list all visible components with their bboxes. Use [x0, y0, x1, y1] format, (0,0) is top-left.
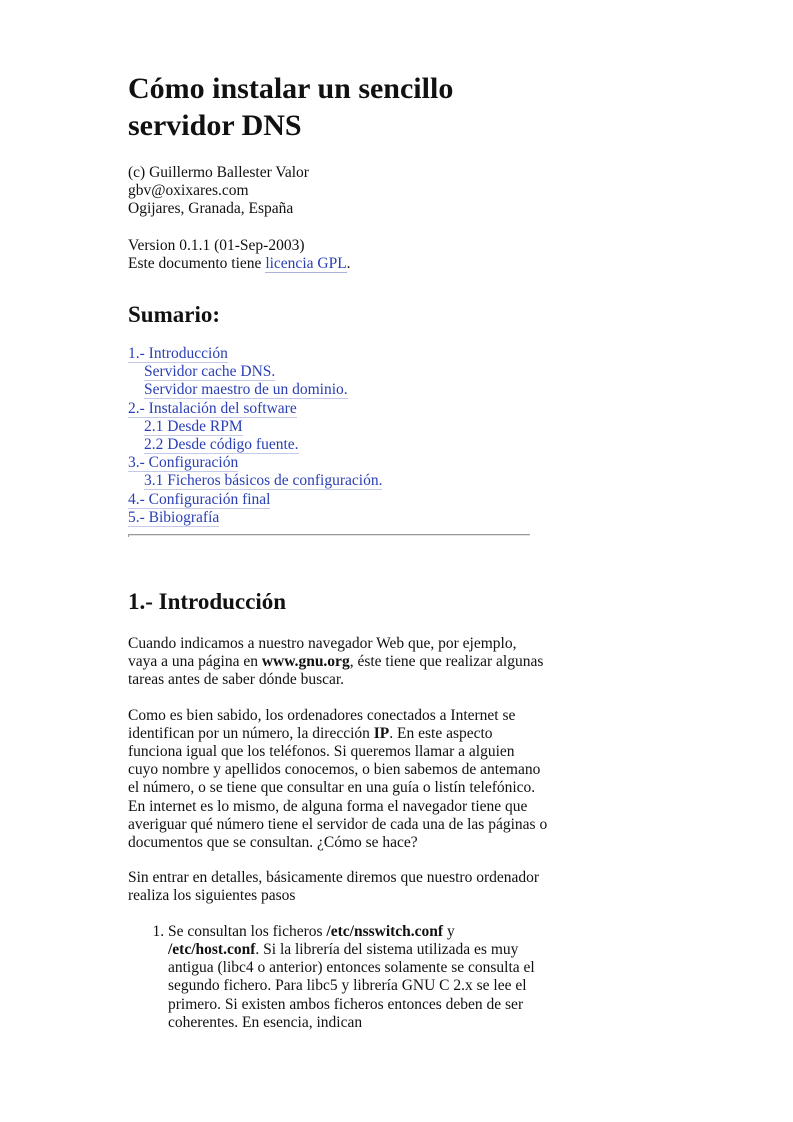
- toc-link[interactable]: 1.- Introducción: [128, 345, 228, 363]
- steps-list: [128, 923, 548, 1032]
- intro-heading: 1.- Introducción: [128, 589, 287, 615]
- toc-item-maestro: [128, 381, 548, 399]
- p1-text-c: , éste tiene que realizar algunas tareas antes de saber dónde buscar.: [128, 653, 544, 689]
- toc-item-configuracion: [128, 454, 548, 472]
- toc-item-fuente: [128, 436, 548, 454]
- license-suffix: .: [346, 254, 351, 272]
- license-line: [128, 255, 548, 273]
- step1-bold-nsswitch: /etc/nsswitch.conf: [326, 922, 444, 940]
- p2-bold-ip: IP: [373, 724, 390, 742]
- toc-item-cache: [128, 363, 548, 381]
- p2-text-c: . En este aspecto funciona igual que los teléfonos. Si queremos llamar a alguien cuyo nombre y apellidos conocemos, o bien sabemos de antemano el número, o se tiene que consultar en una guía o listín telefónico. En internet es lo mismo, de alguna forma el navegador tiene que averiguar qué número tiene el servidor de cada una de las páginas o documentos que se consultan. ¿Cómo se hace?: [128, 724, 548, 852]
- table-of-contents: [128, 345, 548, 527]
- toc-link[interactable]: 3.- Configuración: [128, 454, 239, 472]
- toc-link[interactable]: 5.- Bibiografía: [128, 508, 220, 526]
- document-title: Cómo instalar un sencillo servidor DNS: [128, 72, 454, 142]
- list-item: [168, 923, 548, 1032]
- toc-item-introduccion: [128, 345, 548, 363]
- toc-item-bibliografia: [128, 509, 548, 527]
- toc-item-rpm: [128, 418, 548, 436]
- p1-text-a: Cuando indicamos a nuestro navegador Web que, por ejemplo, vaya a una página en: [128, 635, 517, 671]
- toc-link[interactable]: 2.- Instalación del software: [128, 399, 297, 417]
- step1-bold-hostconf: /etc/host.conf: [168, 940, 256, 958]
- intro-paragraph-1: [128, 635, 548, 690]
- toc-link[interactable]: 2.2 Desde código fuente.: [144, 436, 299, 454]
- p1-bold-domain: www.gnu.org: [261, 653, 350, 671]
- email-line: gbv@oxixares.com: [128, 182, 249, 200]
- toc-item-config-final: [128, 491, 548, 509]
- version-line: Version 0.1.1 (01-Sep-2003): [128, 236, 305, 254]
- toc-link[interactable]: Servidor cache DNS.: [144, 363, 276, 381]
- intro-paragraph-2: [128, 707, 548, 853]
- step1-text-c: y: [443, 922, 455, 940]
- license-prefix: Este documento tiene: [128, 254, 266, 272]
- toc-link[interactable]: 4.- Configuración final: [128, 490, 271, 508]
- toc-item-ficheros: [128, 472, 548, 490]
- toc-link[interactable]: 2.1 Desde RPM: [144, 417, 243, 435]
- toc-link[interactable]: Servidor maestro de un dominio.: [144, 381, 348, 399]
- toc-link[interactable]: 3.1 Ficheros básicos de configuración.: [144, 472, 383, 490]
- author-block: [128, 164, 548, 219]
- intro-paragraph-3: Sin entrar en detalles, básicamente diremos que nuestro ordenador realiza los siguientes pasos: [128, 869, 540, 905]
- step1-text-a: Se consultan los ficheros: [168, 922, 327, 940]
- summary-heading: Sumario:: [128, 302, 220, 328]
- location-line: Ogijares, Granada, España: [128, 200, 294, 218]
- license-link[interactable]: licencia GPL: [265, 254, 347, 272]
- version-block: [128, 237, 548, 273]
- author-line: (c) Guillermo Ballester Valor: [128, 164, 309, 181]
- step1-text-e: . Si la librería del sistema utilizada es muy antigua (libc4 o anterior) entonces solamente se consulta el segundo fichero. Para libc5 y librería GNU C 2.x se lee el primero. Si existen ambos ficheros entonces deben de ser coherentes. En esencia, indican: [168, 940, 535, 1031]
- p2-text-a: Como es bien sabido, los ordenadores conectados a Internet se identifican por un número, la dirección: [128, 706, 516, 742]
- document-page: [128, 70, 548, 1032]
- horizontal-rule: [128, 534, 530, 536]
- toc-item-instalacion: [128, 400, 548, 418]
